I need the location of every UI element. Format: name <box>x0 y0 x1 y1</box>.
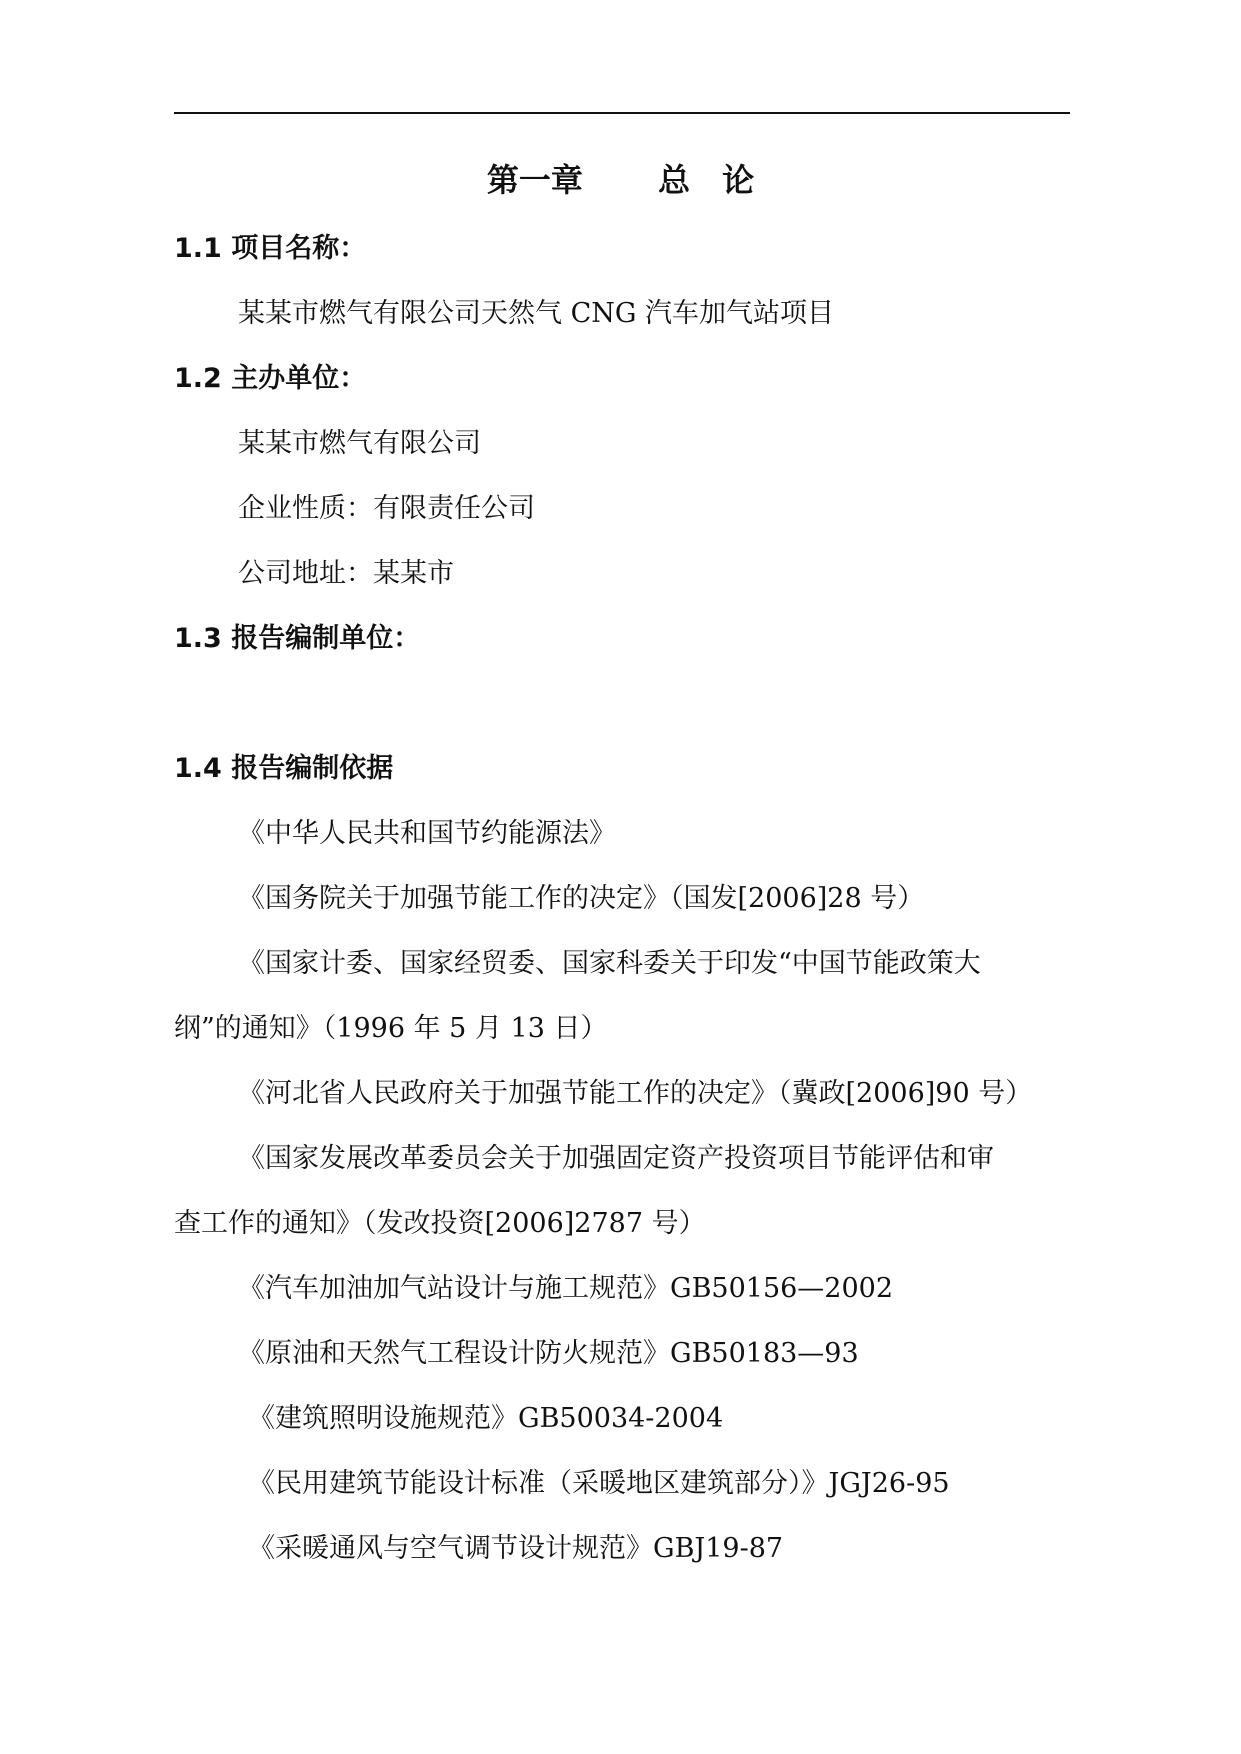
basis-item: 《民用建筑节能设计标准（采暖地区建筑部分）》JGJ26-95 <box>248 1468 950 1499</box>
project-name: 某某市燃气有限公司天然气 CNG 汽车加气站项目 <box>238 298 835 329</box>
chapter-title: 第一章 总 论 <box>486 161 755 199</box>
basis-item: 《河北省人民政府关于加强节能工作的决定》（冀政[2006]90 号） <box>238 1078 1033 1109</box>
basis-item: 《汽车加油加气站设计与施工规范》GB50156—2002 <box>238 1273 894 1304</box>
section-heading-1-1: 1.1 项目名称： <box>174 233 367 264</box>
basis-item: 《原油和天然气工程设计防火规范》GB50183—93 <box>238 1338 859 1369</box>
basis-item: 《国务院关于加强节能工作的决定》（国发[2006]28 号） <box>238 883 925 914</box>
basis-item: 《国家发展改革委员会关于加强固定资产投资项目节能评估和审 <box>238 1143 994 1174</box>
company-type: 企业性质：有限责任公司 <box>238 493 535 524</box>
basis-item-continuation: 查工作的通知》（发改投资[2006]2787 号） <box>174 1208 706 1239</box>
section-heading-1-2: 1.2 主办单位： <box>174 363 367 394</box>
basis-item-continuation: 纲”的通知》（1996 年 5 月 13 日） <box>174 1013 608 1044</box>
basis-item: 《国家计委、国家经贸委、国家科委关于印发“中国节能政策大 <box>238 948 981 979</box>
host-company: 某某市燃气有限公司 <box>238 428 481 459</box>
section-heading-1-3: 1.3 报告编制单位： <box>174 623 421 654</box>
header-rule <box>174 112 1070 114</box>
basis-item: 《中华人民共和国节约能源法》 <box>238 818 616 849</box>
basis-item: 《建筑照明设施规范》GB50034-2004 <box>248 1403 724 1434</box>
company-address: 公司地址：某某市 <box>238 558 454 589</box>
basis-item: 《采暖通风与空气调节设计规范》GBJ19-87 <box>248 1533 784 1564</box>
section-heading-1-4: 1.4 报告编制依据 <box>174 753 394 784</box>
